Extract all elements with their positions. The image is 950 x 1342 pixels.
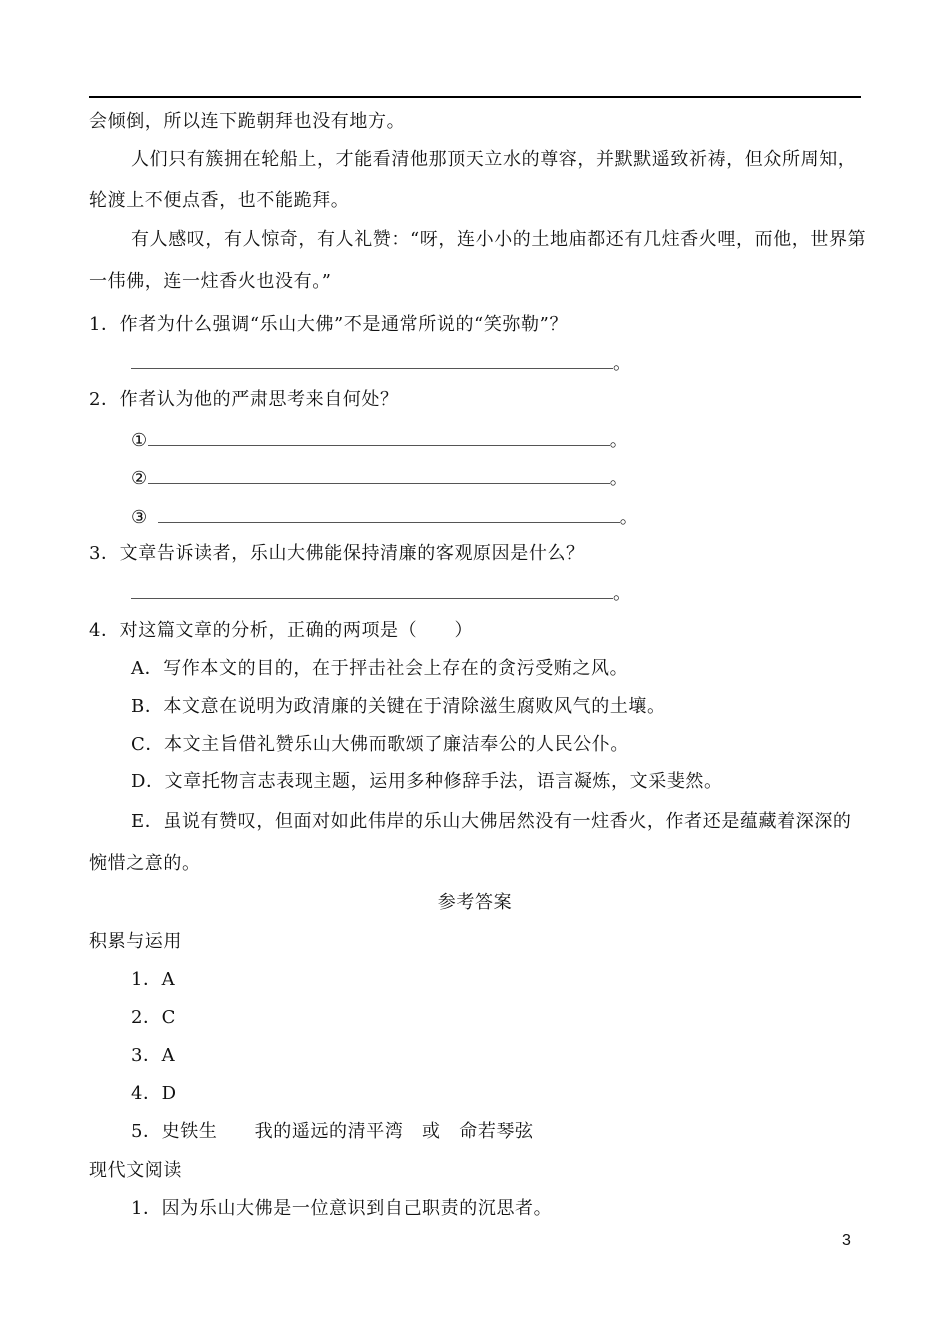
option-e: E．虽说有赞叹，但面对如此伟岸的乐山大佛居然没有一炷香火，作者还是蕴藏着深深的 (131, 811, 852, 832)
passage-line: 一伟佛，连一炷香火也没有。” (89, 271, 332, 292)
passage-line: 会倾倒，所以连下跪朝拜也没有地方。 (89, 111, 406, 132)
blank-underline[interactable] (148, 427, 610, 446)
answer-item: 5．史铁生 我的遥远的清平湾 或 命若琴弦 (131, 1121, 534, 1142)
blank-underline[interactable] (158, 504, 620, 523)
answer-line-2a[interactable] (131, 427, 628, 453)
option-b: B．本文意在说明为政清廉的关键在于清除滋生腐败风气的土壤。 (131, 696, 666, 717)
header-rule (89, 96, 861, 98)
answer-item: 3．A (131, 1045, 176, 1066)
answer-line-2c[interactable] (131, 504, 638, 530)
option-e-continued: 惋惜之意的。 (89, 853, 201, 874)
answer-line-1[interactable] (131, 350, 632, 376)
answer-item: 4．D (131, 1083, 177, 1104)
answers-section-heading: 现代文阅读 (89, 1160, 182, 1181)
answer-item: 1．因为乐山大佛是一位意识到自己职责的沉思者。 (131, 1198, 553, 1219)
line-end-mark: 。 (609, 430, 629, 451)
option-d: D．文章托物言志表现主题，运用多种修辞手法，语言凝炼，文采斐然。 (131, 771, 723, 792)
circled-two: ② (131, 468, 148, 489)
question-4: 4．对这篇文章的分析，正确的两项是（ ） (89, 620, 474, 641)
option-c: C．本文主旨借礼赞乐山大佛而歌颂了廉洁奉公的人民公仆。 (131, 734, 629, 755)
answers-section-heading: 积累与运用 (89, 931, 182, 952)
passage-line: 有人感叹，有人惊奇，有人礼赞：“呀，连小小的土地庙都还有几炷香火哩，而他，世界第 (131, 229, 867, 250)
circled-three: ③ (131, 507, 148, 528)
passage-line: 人们只有簇拥在轮船上，才能看清他那顶天立水的尊容，并默默遥致祈祷，但众所周知， (131, 149, 857, 170)
question-3: 3．文章告诉读者，乐山大佛能保持清廉的客观原因是什么？ (89, 543, 585, 564)
line-end-mark: 。 (613, 583, 632, 604)
blank-underline[interactable] (148, 465, 610, 484)
line-end-mark: 。 (619, 507, 639, 528)
page-number: 3 (842, 1232, 851, 1249)
question-2: 2．作者认为他的严肃思考来自何处？ (89, 389, 399, 410)
answer-item: 2．C (131, 1007, 177, 1028)
answer-line-2b[interactable] (131, 465, 628, 491)
answer-line-3[interactable] (131, 580, 632, 606)
circled-one: ① (131, 430, 148, 451)
blank-underline[interactable] (131, 580, 613, 599)
line-end-mark: 。 (609, 468, 629, 489)
line-end-mark: 。 (613, 353, 632, 374)
answers-title: 参考答案 (437, 892, 513, 913)
option-a: A．写作本文的目的，在于抨击社会上存在的贪污受贿之风。 (131, 658, 629, 679)
question-1: 1．作者为什么强调“乐山大佛”不是通常所说的“笑弥勒”？ (89, 314, 569, 335)
blank-underline[interactable] (131, 350, 613, 369)
answer-item: 1．A (131, 969, 176, 990)
passage-line: 轮渡上不便点香，也不能跪拜。 (89, 190, 350, 211)
